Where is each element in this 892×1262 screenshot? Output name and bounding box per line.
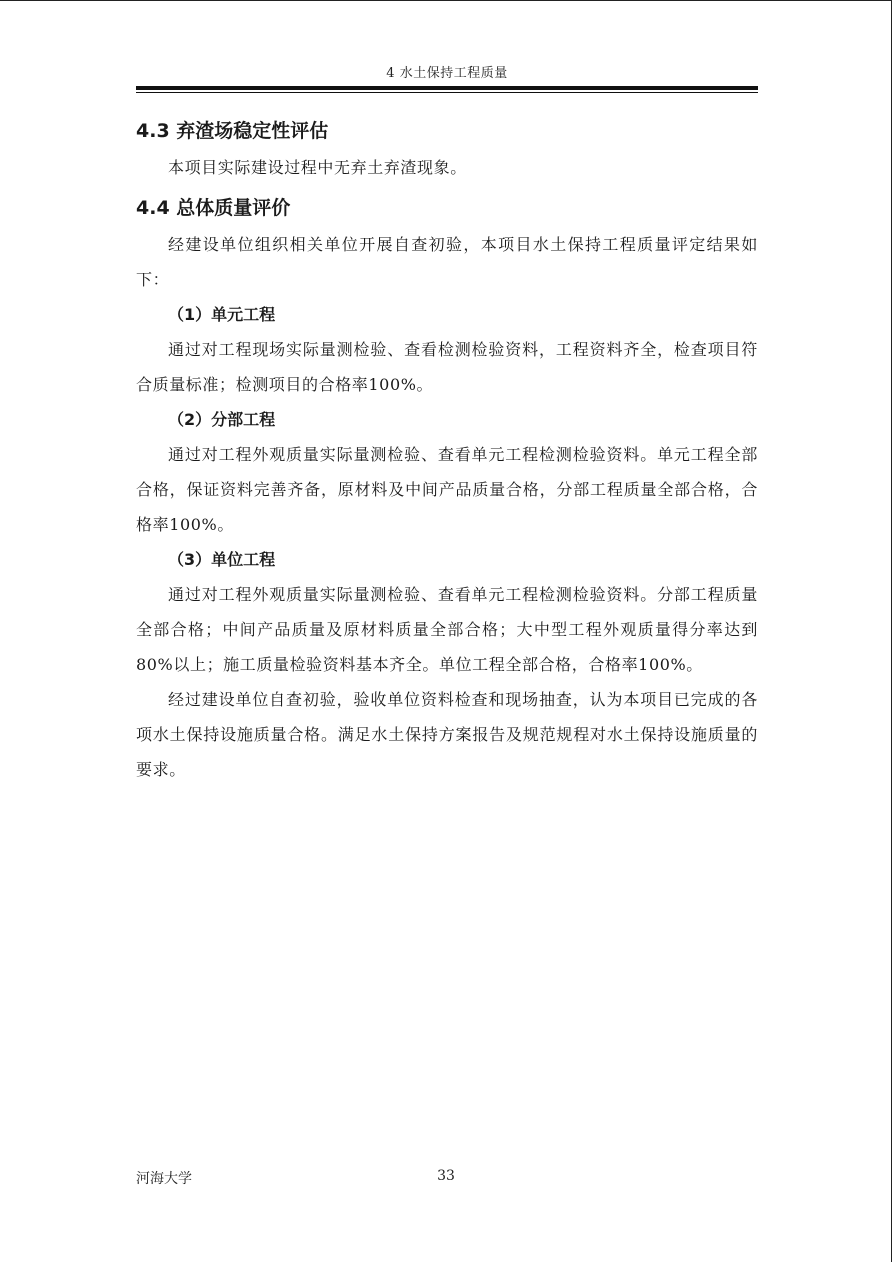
division-engineering-paragraph: 通过对工程外观质量实际量测检验、查看单元工程检测检验资料。单元工程全部合格，保证资料完善齐备，原材料及中间产品质量合格，分部工程质量全部合格，合格率100%。 xyxy=(136,445,758,534)
section-4-3-heading: 4.3 弃渣场稳定性评估 xyxy=(136,120,329,142)
section-4-4-heading: 4.4 总体质量评价 xyxy=(136,197,291,219)
page-border-top xyxy=(0,0,892,1)
running-header: 4 水土保持工程质量 xyxy=(386,66,508,81)
footer-institution: 河海大学 xyxy=(136,1171,192,1187)
header-rule-thin xyxy=(136,92,758,93)
page-body xyxy=(136,116,758,787)
unit-work-paragraph: 通过对工程外观质量实际量测检验、查看单元工程检测检验资料。分部工程质量全部合格；中间产品质量及原材料质量全部合格；大中型工程外观质量得分率达到80%以上；施工质量检验资料基本齐全。单位工程全部合格，合格率100%。 xyxy=(136,585,758,674)
section-4-4-intro: 经建设单位组织相关单位开展自查初验，本项目水土保持工程质量评定结果如下： xyxy=(136,235,758,289)
unit-engineering-heading: （1）单元工程 xyxy=(168,305,276,324)
division-engineering-heading: （2）分部工程 xyxy=(168,410,276,429)
header-rule-thick xyxy=(136,86,758,90)
page-number: 33 xyxy=(437,1168,455,1184)
unit-work-heading: （3）单位工程 xyxy=(168,550,276,569)
conclusion-paragraph: 经过建设单位自查初验，验收单位资料检查和现场抽查，认为本项目已完成的各项水土保持设施质量合格。满足水土保持方案报告及规范规程对水土保持设施质量的要求。 xyxy=(136,690,758,779)
section-4-3-paragraph: 本项目实际建设过程中无弃土弃渣现象。 xyxy=(168,158,467,177)
unit-engineering-paragraph: 通过对工程现场实际量测检验、查看检测检验资料，工程资料齐全，检查项目符合质量标准；检测项目的合格率100%。 xyxy=(136,340,758,394)
